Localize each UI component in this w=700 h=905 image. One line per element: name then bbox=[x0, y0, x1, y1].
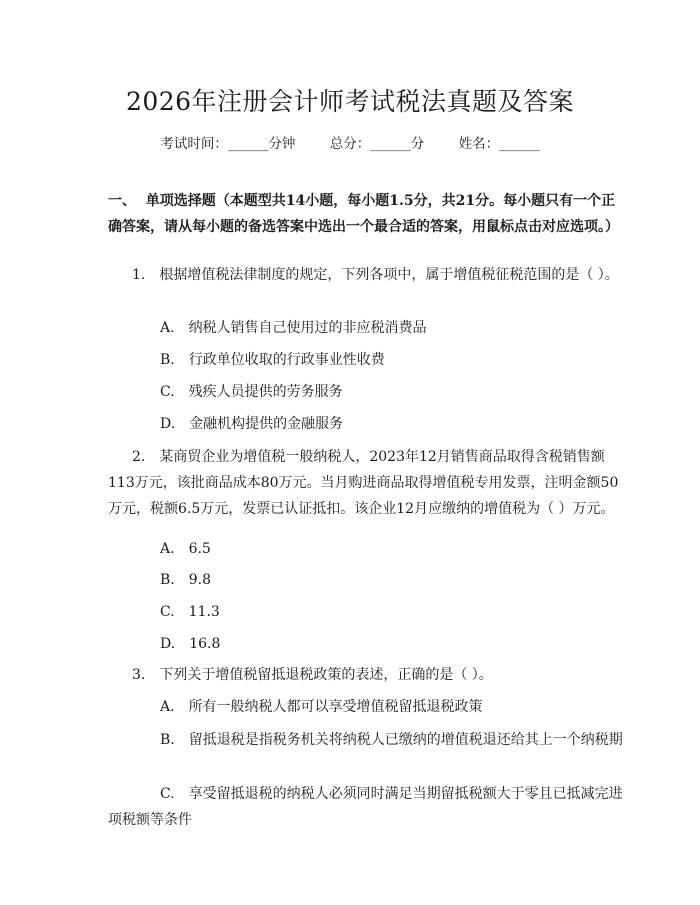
option-label: B. bbox=[160, 572, 175, 588]
question-2-option-a[interactable] bbox=[108, 536, 628, 562]
option-text: 金融机构提供的金融服务 bbox=[189, 416, 344, 432]
score-label: 总分： bbox=[329, 136, 371, 152]
question-2-option-c[interactable] bbox=[108, 599, 628, 625]
section-heading bbox=[108, 188, 628, 240]
question-1-option-c[interactable] bbox=[108, 379, 628, 405]
option-text: 所有一般纳税人都可以享受增值税留抵退税政策 bbox=[188, 699, 483, 715]
option-text: 残疾人员提供的劳务服务 bbox=[188, 384, 343, 400]
question-number: 3. bbox=[132, 667, 146, 683]
option-text: 行政单位收取的行政事业性收费 bbox=[188, 352, 385, 368]
question-text: 根据增值税法律制度的规定，下列各项中，属于增值税征税范围的是（ ）。 bbox=[159, 267, 619, 283]
question-text: 某商贸企业为增值税一般纳税人，2023年12月销售商品取得含税销售额113万元，该批商品成本80万元。当月购进商品取得增值税专用发票，注明金额50万元，税额6.5万元，发票已认证抵扣。该企业12月应缴纳的增值税为（ ）万元。 bbox=[108, 449, 619, 517]
option-label: B. bbox=[160, 352, 175, 368]
question-3-option-b[interactable] bbox=[108, 727, 628, 753]
option-label: C. bbox=[160, 604, 175, 620]
score-unit: 分 bbox=[410, 136, 425, 152]
score-blank: ______ bbox=[370, 136, 411, 152]
option-text: 享受留抵退税的纳税人必须同时满足当期留抵税额大于零且已抵减完进项税额等条件 bbox=[108, 786, 623, 828]
section-text: 单项选择题（本题型共14小题，每小题1.5分，共21分。每小题只有一个正确答案，请从每小题的备选答案中选出一个最合适的答案，用鼠标点击对应选项。） bbox=[108, 193, 619, 235]
question-2 bbox=[108, 444, 628, 522]
question-2-option-d[interactable] bbox=[108, 631, 628, 657]
option-text: 留抵退税是指税务机关将纳税人已缴纳的增值税退还给其上一个纳税期 bbox=[188, 732, 623, 748]
name-blank: ______ bbox=[499, 136, 540, 152]
option-label: D. bbox=[160, 636, 176, 652]
option-label: A. bbox=[160, 541, 175, 557]
time-blank: ______ bbox=[227, 136, 269, 152]
option-text: 6.5 bbox=[188, 541, 211, 557]
time-label: 考试时间： bbox=[160, 136, 228, 152]
option-text: 纳税人销售自己使用过的非应税消费品 bbox=[188, 320, 427, 336]
question-2-option-b[interactable] bbox=[108, 567, 628, 593]
question-1 bbox=[108, 262, 628, 288]
question-number: 1. bbox=[132, 267, 146, 283]
option-label: A. bbox=[160, 320, 175, 336]
exam-meta-line bbox=[0, 132, 700, 152]
question-1-option-b[interactable] bbox=[108, 347, 628, 373]
option-text: 11.3 bbox=[188, 604, 220, 620]
time-unit: 分钟 bbox=[268, 136, 296, 152]
option-label: A. bbox=[160, 699, 175, 715]
question-number: 2. bbox=[132, 449, 146, 465]
option-text: 16.8 bbox=[189, 636, 221, 652]
option-label: B. bbox=[160, 732, 175, 748]
question-3 bbox=[108, 662, 628, 688]
document-title: 2026年注册会计师考试税法真题及答案 bbox=[125, 87, 575, 116]
name-label: 姓名： bbox=[458, 136, 500, 152]
option-label: C. bbox=[160, 786, 175, 802]
option-label: C. bbox=[160, 384, 175, 400]
question-3-option-c[interactable] bbox=[108, 781, 628, 833]
option-label: D. bbox=[160, 416, 176, 432]
question-text: 下列关于增值税留抵退税政策的表述，正确的是（ ）。 bbox=[159, 667, 493, 683]
option-text: 9.8 bbox=[188, 572, 212, 588]
question-3-option-a[interactable] bbox=[108, 694, 628, 720]
question-1-option-a[interactable] bbox=[108, 315, 628, 341]
question-1-option-d[interactable] bbox=[108, 411, 628, 437]
section-number: 一、 bbox=[108, 193, 136, 209]
